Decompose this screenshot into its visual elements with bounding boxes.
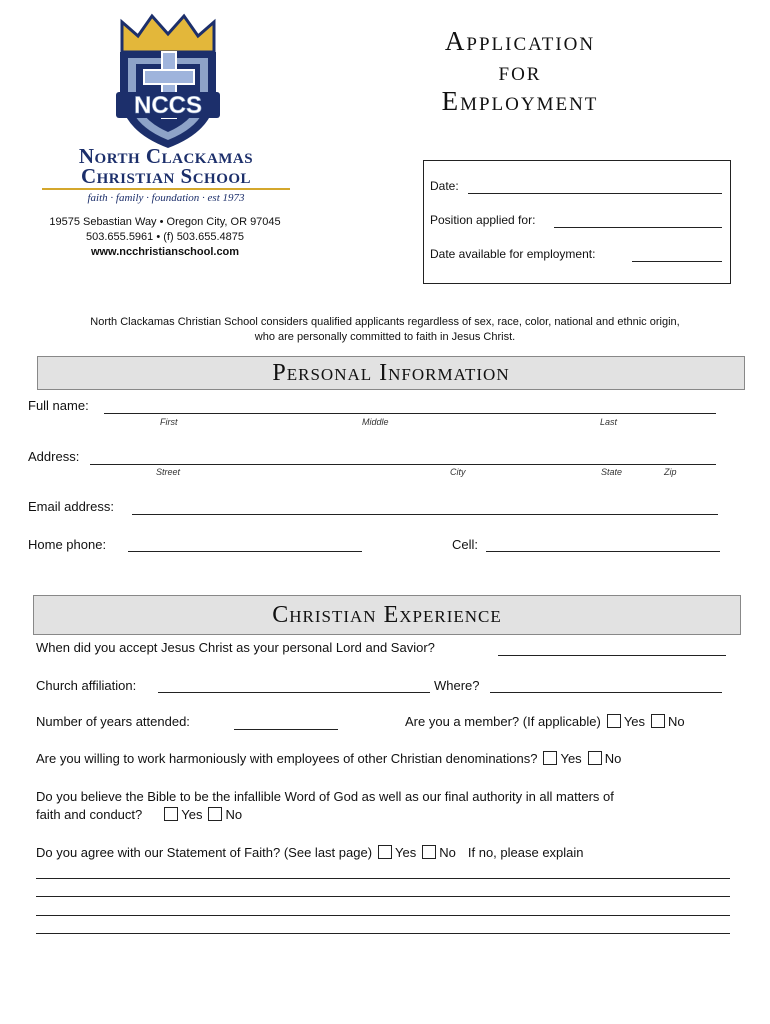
explain-line-3[interactable] — [36, 915, 730, 916]
email-label: Email address: — [28, 499, 114, 514]
personal-information-heading: Personal Information — [37, 356, 745, 390]
church-field[interactable] — [158, 692, 430, 693]
school-name: North Clackamas Christian School — [78, 144, 254, 188]
date-label: Date: — [430, 179, 459, 193]
school-address: 19575 Sebastian Way • Oregon City, OR 97045 — [49, 216, 281, 228]
denominations-question: Are you willing to work harmoniously with employees of other Christian denominations? Yes No — [36, 751, 622, 766]
full-name-field[interactable] — [104, 413, 716, 414]
school-website: www.ncchristianschool.com — [90, 246, 240, 258]
tagline-rule — [42, 188, 290, 190]
city-hint: City — [450, 467, 466, 477]
date-box — [423, 160, 731, 284]
available-date-field[interactable] — [632, 261, 722, 262]
member-question: Are you a member? (If applicable) Yes No — [405, 714, 685, 729]
school-logo — [108, 12, 228, 152]
years-field[interactable] — [234, 729, 338, 730]
explain-line-4[interactable] — [36, 933, 730, 934]
home-phone-field[interactable] — [128, 551, 362, 552]
logo-text: NCCS — [133, 92, 203, 119]
street-hint: Street — [156, 467, 181, 477]
position-field[interactable] — [554, 227, 722, 228]
years-label: Number of years attended: — [36, 714, 190, 729]
member-yes-checkbox[interactable] — [607, 714, 621, 728]
where-label: Where? — [434, 678, 480, 693]
denominations-yes-checkbox[interactable] — [543, 751, 557, 765]
nondiscrimination-notice: North Clackamas Christian School considers qualified applicants regardless of sex, race, color, national and ethnic origin, who are personally committed to faith in Jesus Christ. — [90, 316, 680, 343]
address-label: Address: — [28, 449, 80, 464]
home-phone-label: Home phone: — [28, 537, 107, 552]
position-label: Position applied for: — [430, 213, 536, 227]
tagline: faith · family · foundation · est 1973 — [87, 192, 245, 204]
statement-no-checkbox[interactable] — [422, 845, 436, 859]
bible-yes-checkbox[interactable] — [164, 807, 178, 821]
bible-question-line2: faith and conduct? Yes No — [36, 807, 243, 822]
cell-label: Cell: — [452, 537, 479, 552]
christian-experience-heading: Christian Experience — [33, 595, 741, 635]
last-name-hint: Last — [600, 417, 618, 427]
first-name-hint: First — [160, 417, 178, 427]
full-name-label: Full name: — [28, 398, 89, 413]
statement-question: Do you agree with our Statement of Faith? (See last page) Yes No If no, please explain — [36, 845, 584, 860]
accept-field[interactable] — [498, 655, 726, 656]
state-hint: State — [601, 467, 623, 477]
date-field[interactable] — [468, 193, 722, 194]
accept-question: When did you accept Jesus Christ as your personal Lord and Savior? — [36, 640, 435, 655]
statement-yes-checkbox[interactable] — [378, 845, 392, 859]
explain-line-2[interactable] — [36, 896, 730, 897]
address-field[interactable] — [90, 464, 716, 465]
cell-field[interactable] — [486, 551, 720, 552]
bible-question-line1: Do you believe the Bible to be the infallible Word of God as well as our final authority in all matters of — [36, 789, 614, 804]
member-no-checkbox[interactable] — [651, 714, 665, 728]
church-label: Church affiliation: — [36, 678, 137, 693]
email-field[interactable] — [132, 514, 718, 515]
where-field[interactable] — [490, 692, 722, 693]
bible-no-checkbox[interactable] — [208, 807, 222, 821]
explain-line-1[interactable] — [36, 878, 730, 879]
page-title: Application for Employment — [441, 26, 599, 116]
zip-hint: Zip — [664, 467, 677, 477]
middle-name-hint: Middle — [362, 417, 389, 427]
school-phone: 503.655.5961 • (f) 503.655.4875 — [86, 231, 244, 243]
denominations-no-checkbox[interactable] — [588, 751, 602, 765]
available-label: Date available for employment: — [430, 247, 596, 261]
